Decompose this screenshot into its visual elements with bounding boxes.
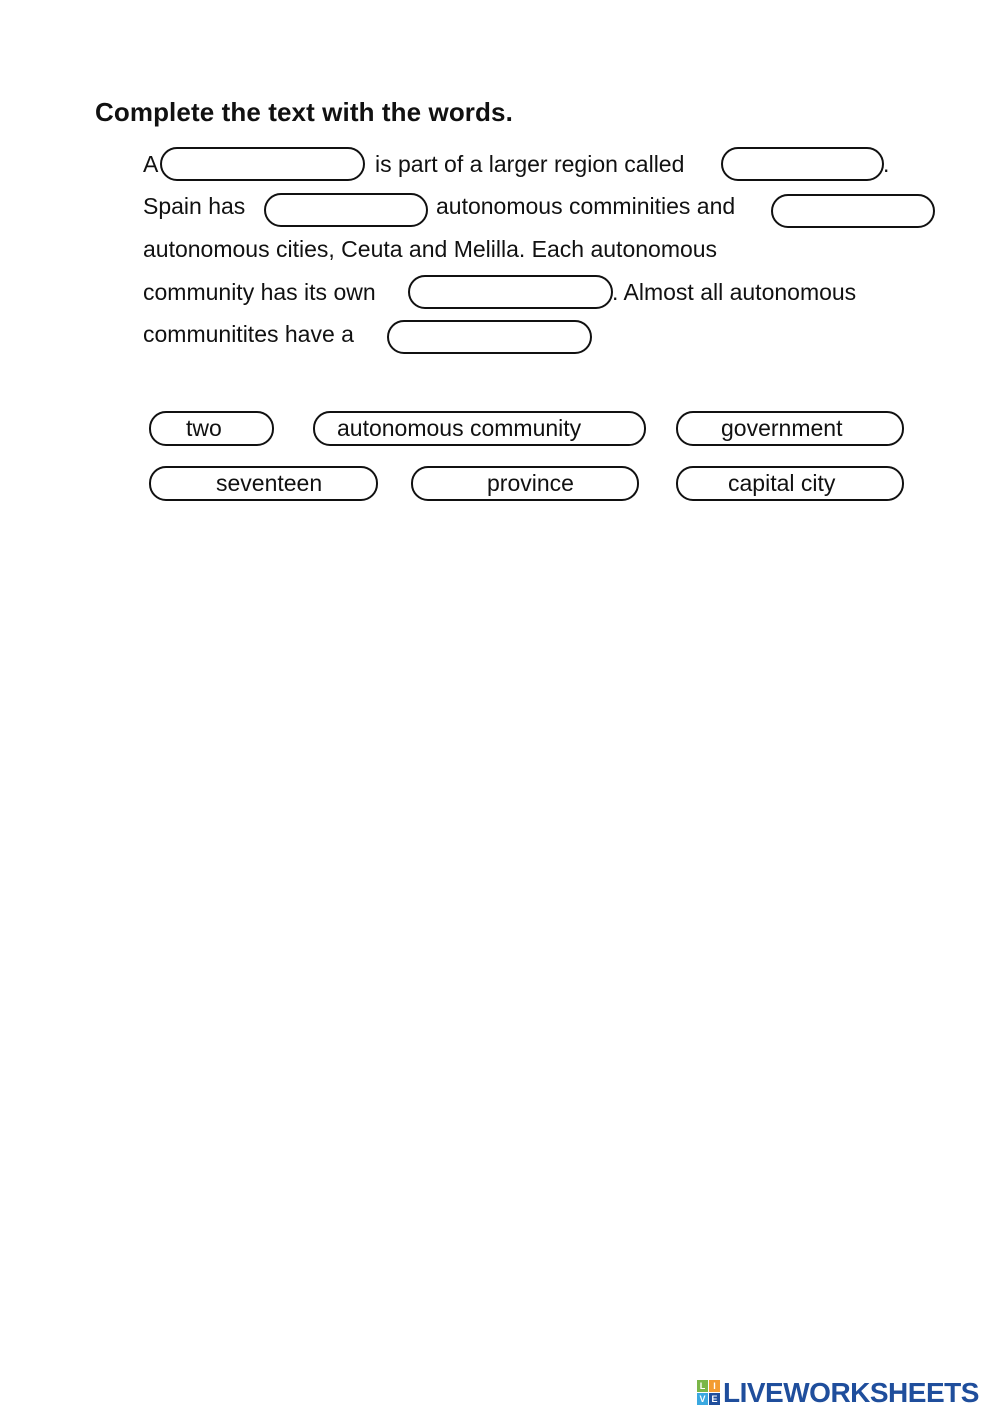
logo-grid-icon [697, 1380, 721, 1406]
word-chip-province[interactable]: province [411, 466, 639, 501]
line1-text-after: . [883, 151, 890, 177]
answer-gap-4[interactable] [771, 194, 935, 228]
line3-text: autonomous cities, Ceuta and Melilla. Each autonomous [143, 236, 718, 262]
word-chip-two[interactable]: two [149, 411, 274, 446]
answer-gap-6[interactable] [387, 320, 592, 354]
line2-text-middle: autonomous comminities and [436, 193, 736, 219]
logo-letter-l: L [697, 1380, 708, 1392]
word-chip-government[interactable]: government [676, 411, 904, 446]
line4-text-before: community has its own [143, 279, 376, 305]
instruction-title: Complete the text with the words. [95, 97, 513, 127]
answer-gap-3[interactable] [264, 193, 428, 227]
logo-letter-i: I [709, 1380, 720, 1392]
logo-letter-e: E [709, 1393, 720, 1405]
line4-text-after: . Almost all autonomous [612, 279, 857, 305]
line5-text-before: communitites have a [143, 321, 354, 347]
line2-text-before: Spain has [143, 193, 246, 219]
word-chip-autonomous-community[interactable]: autonomous community [313, 411, 646, 446]
line1-text-middle: is part of a larger region called [375, 151, 685, 177]
logo-wordmark: LIVEWORKSHEETS [723, 1377, 979, 1408]
answer-gap-1[interactable] [160, 147, 365, 181]
word-chip-capital-city[interactable]: capital city [676, 466, 904, 501]
answer-gap-5[interactable] [408, 275, 613, 309]
line1-text-before: A [143, 151, 159, 177]
logo-letter-v: V [697, 1393, 708, 1405]
word-chip-seventeen[interactable]: seventeen [149, 466, 378, 501]
answer-gap-2[interactable] [721, 147, 884, 181]
liveworksheets-logo [697, 1378, 979, 1408]
